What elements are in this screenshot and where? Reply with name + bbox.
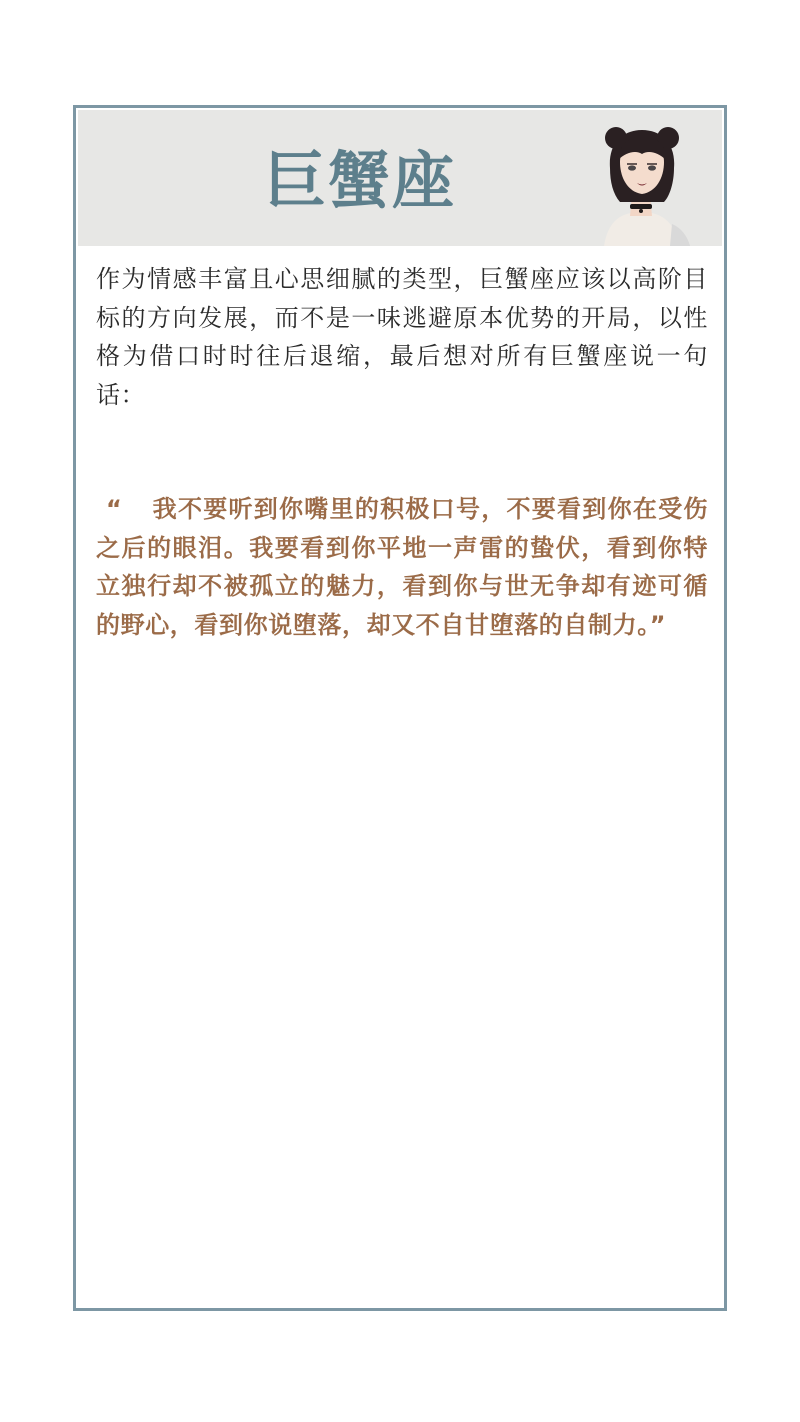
quote-paragraph — [96, 490, 708, 644]
intro-paragraph: 作为情感丰富且心思细腻的类型，巨蟹座应该以高阶目标的方向发展，而不是一味逃避原本优势的开局，以性格为借口时时往后退缩，最后想对所有巨蟹座说一句话： — [96, 265, 708, 409]
page-title: 巨蟹座 — [264, 144, 457, 217]
quote-text: 我不要听到你嘴里的积极口号，不要看到你在受伤之后的眼泪。我要看到你平地一声雷的蛰伏，看到你特立独行却不被孤立的魅力，看到你与世无争却有迹可循的野心，看到你说堕落，却又不自甘堕落的自制力。” — [96, 495, 708, 639]
header-banner — [78, 110, 722, 246]
girl-illustration — [586, 120, 696, 246]
open-quote-mark: “ — [106, 495, 123, 523]
content-card — [73, 105, 727, 1311]
